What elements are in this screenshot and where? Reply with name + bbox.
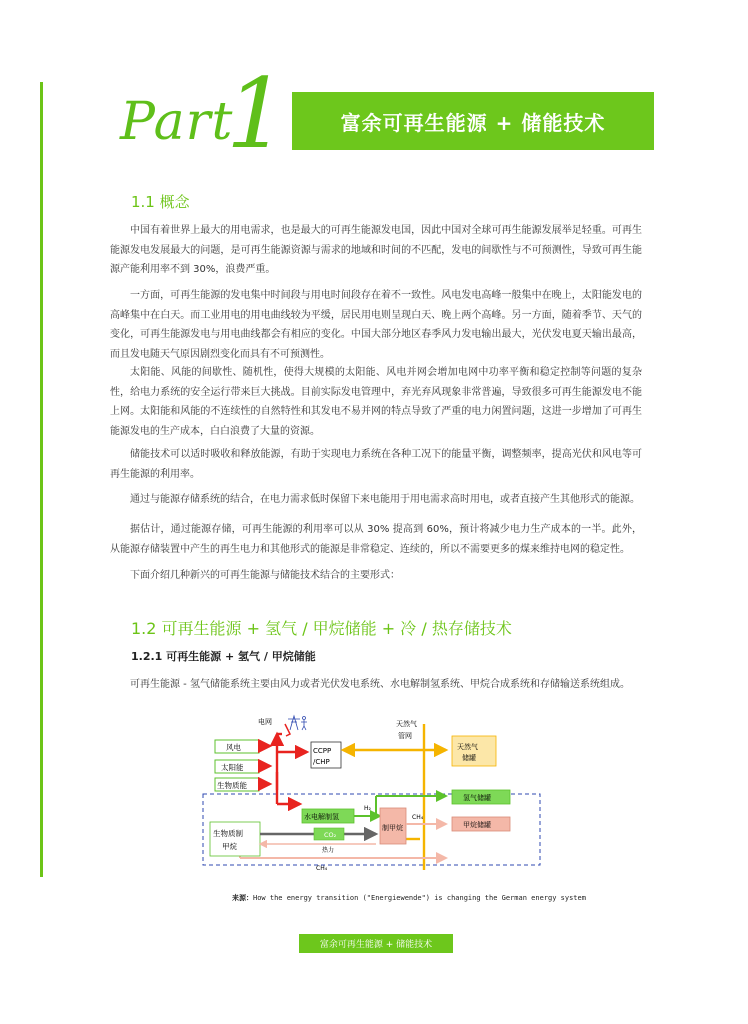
part-number: 1 xyxy=(226,58,288,170)
gas-grid-label-1: 天然气 xyxy=(396,720,417,728)
paragraph-1: 中国有着世界上最大的用电需求，也是最大的可再生能源发电国，因此中国对全球可再生能源发展举足轻重。可再生能源发电发展最大的问题，是可再生能源资源与需求的地域和时间的不匹配，发电的间歇性与不可预测性，导致可再生能源产能利用率不到 30%，浪费严重。 xyxy=(110,225,642,275)
paragraph-4: 储能技术可以适时吸收和释放能源，有助于实现电力系统在各种工况下的能量平衡，调整频率，提高光伏和风电等可再生能源的利用率。 xyxy=(110,449,642,480)
biomass-label: 生物质能 xyxy=(217,781,247,790)
paragraph-2: 一方面，可再生能源的发电集中时间段与用电时间段存在着不一致性。风电发电高峰一般集中在晚上，太阳能发电的高峰集中在白天。而工业用电的用电曲线较为平缓，居民用电则呈现白天、晚上两个高峰。另一方面，随着季节、天气的变化，可再生能源发电与用电曲线都会有相应的变化。中国大部分地区春季风力发电输出最大，光伏发电夏天输出最高，而且发电随天气原因剧烈变化而具有不可预测性。 xyxy=(110,290,642,360)
left-accent-line xyxy=(40,82,43,877)
paragraph-5: 通过与能源存储系统的结合，在电力需求低时保留下来电能用于用电需求高时用电，或者直接产生其他形式的能源。 xyxy=(130,494,640,505)
figure-caption xyxy=(232,893,586,903)
gas-storage-label-2: 储罐 xyxy=(462,754,476,762)
footer-text: 富余可再生能源 + 储能技术 xyxy=(319,940,433,950)
section-1-2-1-heading: 1.2.1 可再生能源 + 氢气 / 甲烷储能 xyxy=(131,650,316,663)
section-1-1-heading: 1.1 概念 xyxy=(131,193,190,211)
ch4-label: CH₄ xyxy=(412,814,424,821)
part-word: Part xyxy=(120,92,234,152)
footer-band xyxy=(299,934,453,953)
wind-label: 风电 xyxy=(226,743,241,752)
biomass-methane-label-1: 生物质制 xyxy=(213,829,243,838)
chapter-title-band xyxy=(292,92,654,150)
paragraph-7: 下面介绍几种新兴的可再生能源与储能技术结合的主要形式： xyxy=(130,570,400,581)
energy-storage-diagram xyxy=(200,712,550,887)
electrolysis-label: 水电解制氢 xyxy=(304,813,339,821)
caption-prefix: 来源： xyxy=(232,894,253,902)
biomass-methane-label-2: 甲烷 xyxy=(222,842,237,851)
power-pylon-icon xyxy=(288,716,307,730)
chapter-title: 富余可再生能源 + 储能技术 xyxy=(340,110,606,135)
grid-label: 电网 xyxy=(258,718,272,726)
hydrogen-storage-label: 氢气储罐 xyxy=(463,794,491,802)
paragraph-3: 太阳能、风能的间歇性、随机性，使得大规模的太阳能、风电并网会增加电网中功率平衡和稳定控制等问题的复杂性，给电力系统的安全运行带来巨大挑战。目前实际发电管理中，弃光弃风现象非常普遍，导致很多可再生能源发电不能上网。太阳能和风能的不连续性的自然特性和其发电不易并网的特点导致了严重的电力闲置问题，这进一步增加了可再生能源发电的生产成本，白白浪费了大量的资源。 xyxy=(110,367,642,437)
gas-storage-label-1: 天然气 xyxy=(457,743,478,751)
h2-label: H₂ xyxy=(364,805,371,812)
methane-storage-label: 甲烷储罐 xyxy=(463,821,491,829)
solar-label: 太阳能 xyxy=(221,763,244,772)
methanation-label: 制甲烷 xyxy=(382,824,403,832)
ccpp-label-1: CCPP xyxy=(313,747,332,755)
caption-text: How the energy transition ("Energiewende") is changing the German energy system xyxy=(253,894,586,902)
heat-label: 热力 xyxy=(322,847,335,854)
ccpp-label-2: /CHP xyxy=(313,758,330,766)
paragraph-1-2-1: 可再生能源 - 氢气储能系统主要由风力或者光伏发电系统、水电解制氢系统、甲烷合成系统和存储输送系统组成。 xyxy=(130,679,630,690)
gas-grid-label-2: 管网 xyxy=(398,732,412,740)
section-1-2-heading: 1.2 可再生能源 + 氢气 / 甲烷储能 + 冷 / 热存储技术 xyxy=(131,619,512,638)
ch4-bottom-label: CH₄ xyxy=(316,865,328,872)
co2-label: CO₂ xyxy=(324,831,337,839)
paragraph-6: 据估计，通过能源存储，可再生能源的利用率可以从 30% 提高到 60%，预计将减少电力生产成本的一半。此外，从能源存储装置中产生的再生电力和其他形式的能源是非常稳定、连续的，所以不需要更多的煤来维持电网的稳定性。 xyxy=(110,524,642,555)
